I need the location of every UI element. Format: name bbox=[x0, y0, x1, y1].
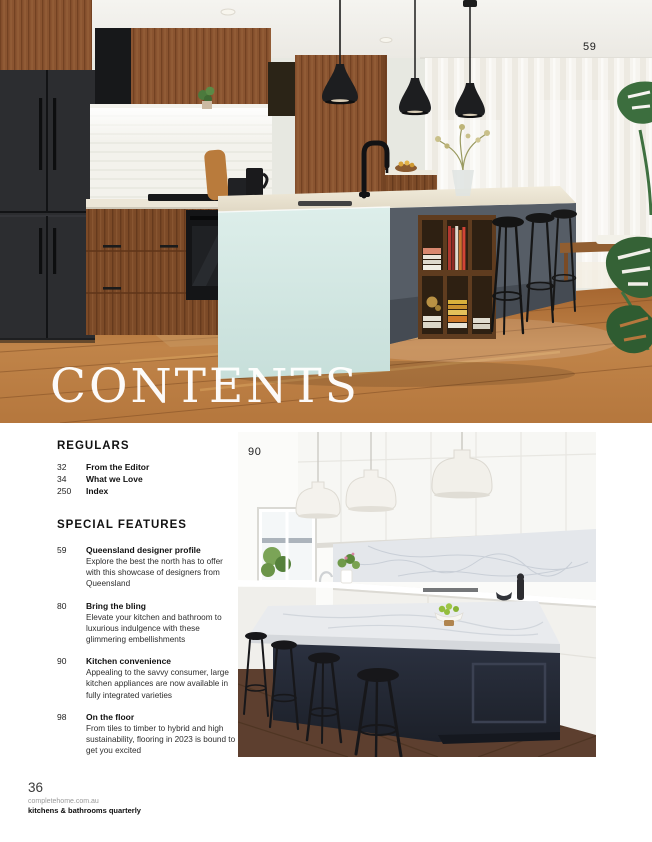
rangehood-cabinet bbox=[95, 28, 131, 104]
toc-page-number: 250 bbox=[57, 486, 72, 496]
feature-item bbox=[57, 600, 239, 646]
black-fridge bbox=[0, 70, 95, 343]
toc-row bbox=[57, 461, 239, 473]
toc-entry-title: What we Love bbox=[86, 474, 143, 484]
feature-description: Appealing to the savvy consumer, large kitchen appliances are now available in fully integrated varieties bbox=[86, 668, 229, 700]
toc-entry-title: From the Editor bbox=[86, 462, 150, 472]
toc-entry-title: Index bbox=[86, 486, 109, 496]
cooktop bbox=[423, 588, 478, 592]
feature-body bbox=[86, 655, 237, 701]
toc-page-number: 98 bbox=[57, 711, 67, 722]
upper-cabinets bbox=[131, 28, 271, 113]
mint-waterfall-panel bbox=[218, 207, 390, 379]
toc-page-number: 90 bbox=[57, 656, 67, 667]
feature-description: Explore the best the north has to offer with this showcase of designers from Queensland bbox=[86, 557, 223, 589]
top-photo-page-label: 59 bbox=[583, 41, 597, 53]
toc-row bbox=[57, 473, 239, 485]
feature-item bbox=[57, 711, 239, 757]
special-features-heading: SPECIAL FEATURES bbox=[57, 519, 187, 531]
feature-kitchen-photo bbox=[238, 432, 596, 757]
cabinet-above-fridge bbox=[0, 0, 92, 70]
sink bbox=[298, 201, 352, 206]
feature-body bbox=[86, 544, 237, 590]
window bbox=[255, 508, 319, 586]
feature-description: From tiles to timber to hybrid and high sustainability, flooring in 2023 is bound to get you excited bbox=[86, 723, 236, 756]
feature-photo-page-label: 90 bbox=[248, 446, 262, 458]
footer-magazine-name: kitchens & bathrooms quarterly bbox=[28, 806, 141, 815]
recessed-light bbox=[221, 9, 235, 15]
table-of-contents bbox=[57, 440, 239, 766]
island-bookshelf bbox=[418, 215, 496, 339]
footer-website: completehome.com.au bbox=[28, 798, 99, 805]
feature-title: Bring the bling bbox=[86, 600, 146, 611]
feature-title: On the floor bbox=[86, 711, 135, 722]
toc-page-number: 32 bbox=[57, 462, 67, 472]
toc-page-number: 80 bbox=[57, 600, 67, 611]
feature-item bbox=[57, 655, 239, 701]
feature-title: Kitchen convenience bbox=[86, 656, 172, 667]
feature-title: Queensland designer profile bbox=[86, 545, 201, 555]
page-title: CONTENTS bbox=[50, 359, 360, 414]
page-number: 36 bbox=[28, 780, 44, 795]
feature-body bbox=[86, 600, 237, 646]
page-footer bbox=[28, 780, 141, 815]
feature-item bbox=[57, 544, 239, 590]
recessed-light bbox=[380, 38, 392, 43]
feature-photo-illustration bbox=[238, 432, 596, 757]
regulars-heading: REGULARS bbox=[57, 440, 130, 452]
toc-page-number: 59 bbox=[57, 545, 67, 555]
toc-page-number: 34 bbox=[57, 474, 67, 484]
cutting-board bbox=[204, 149, 229, 201]
glass-cabinet bbox=[268, 62, 296, 116]
feature-description: Elevate your kitchen and bathroom to luxurious indulgence with these glimmering embellishments bbox=[86, 612, 222, 645]
toc-row bbox=[57, 485, 239, 497]
feature-body bbox=[86, 711, 237, 757]
